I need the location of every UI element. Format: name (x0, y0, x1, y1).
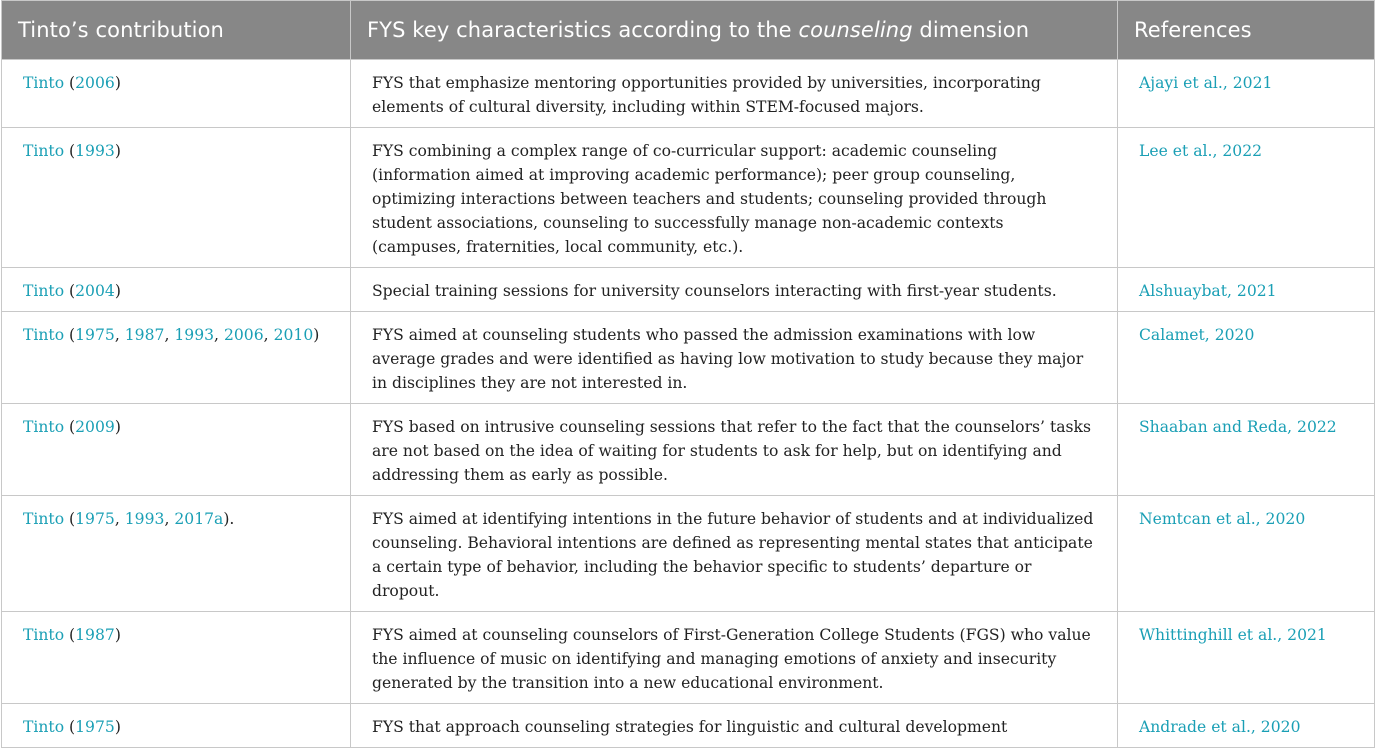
year-link[interactable]: 1993 (174, 326, 215, 344)
tinto-citation-cell (2, 268, 351, 312)
table-row (2, 404, 1375, 496)
characteristic-cell: FYS aimed at counseling counselors of First-Generation College Students (FGS) who value the influence of music on identifying and managing emotions of anxiety and insecurity generated by the transition into a new educational environment. (351, 612, 1118, 704)
paren-close: ) (114, 282, 121, 300)
year-link[interactable]: 2004 (75, 282, 115, 300)
characteristic-cell: FYS that emphasize mentoring opportunities provided by universities, incorporating elements of cultural diversity, including within STEM-focused majors. (351, 60, 1118, 128)
author-link[interactable]: Tinto (23, 510, 65, 528)
year-link[interactable]: 1987 (124, 326, 165, 344)
year-separator: , (164, 326, 175, 344)
author-link[interactable]: Tinto (23, 142, 65, 160)
reference-link[interactable]: Nemtcan et al., 2020 (1139, 510, 1306, 528)
paren-open: ( (64, 510, 76, 528)
tinto-citation-cell (2, 60, 351, 128)
paren-close: ) (114, 626, 121, 644)
reference-cell (1118, 704, 1375, 748)
paren-close: ) (114, 418, 121, 436)
paren-open: ( (64, 142, 76, 160)
paren-open: ( (64, 626, 76, 644)
paren-open: ( (64, 282, 76, 300)
header-references: References (1118, 1, 1375, 60)
reference-link[interactable]: Whittinghill et al., 2021 (1139, 626, 1327, 644)
reference-cell (1118, 312, 1375, 404)
table-row (2, 312, 1375, 404)
author-link[interactable]: Tinto (23, 326, 65, 344)
table-row (2, 128, 1375, 268)
tinto-citation-cell (2, 612, 351, 704)
year-link[interactable]: 1987 (75, 626, 115, 644)
year-link[interactable]: 1975 (75, 718, 115, 736)
year-separator: , (114, 510, 125, 528)
tinto-citation-cell (2, 312, 351, 404)
reference-link[interactable]: Calamet, 2020 (1139, 326, 1255, 344)
year-link[interactable]: 1993 (75, 142, 115, 160)
paren-close: ) (114, 74, 121, 92)
paren-close: ). (223, 510, 235, 528)
table-row (2, 268, 1375, 312)
year-separator: , (263, 326, 274, 344)
year-link[interactable]: 2006 (75, 74, 115, 92)
counseling-table (1, 0, 1375, 748)
author-link[interactable]: Tinto (23, 626, 65, 644)
tinto-citation-cell (2, 704, 351, 748)
header-tinto-contribution: Tinto’s contribution (2, 1, 351, 60)
reference-link[interactable]: Shaaban and Reda, 2022 (1139, 418, 1337, 436)
author-link[interactable]: Tinto (23, 282, 65, 300)
tinto-citation-cell (2, 128, 351, 268)
header-col2-emphasis: counseling (798, 18, 913, 42)
year-link[interactable]: 2010 (273, 326, 314, 344)
reference-link[interactable]: Alshuaybat, 2021 (1139, 282, 1277, 300)
paren-open: ( (64, 326, 76, 344)
reference-cell (1118, 496, 1375, 612)
year-link[interactable]: 1993 (124, 510, 165, 528)
header-fys-characteristics (351, 1, 1118, 60)
reference-cell (1118, 404, 1375, 496)
reference-link[interactable]: Andrade et al., 2020 (1139, 718, 1301, 736)
author-link[interactable]: Tinto (23, 418, 65, 436)
reference-cell (1118, 128, 1375, 268)
reference-cell (1118, 60, 1375, 128)
table-row (2, 704, 1375, 748)
characteristic-cell: FYS aimed at identifying intentions in the future behavior of students and at individualized counseling. Behavioral intentions are defined as representing mental states that anticipate a certain type of behavior, including the behavior specific to students’ departure or dropout. (351, 496, 1118, 612)
header-row (2, 1, 1375, 60)
author-link[interactable]: Tinto (23, 74, 65, 92)
characteristic-cell: FYS combining a complex range of co-curricular support: academic counseling (information aimed at improving academic performance); peer group counseling, optimizing interactions between teachers and students; counseling provided through student associations, counseling to successfully manage non-academic contexts (campuses, fraternities, local community, etc.). (351, 128, 1118, 268)
author-link[interactable]: Tinto (23, 718, 65, 736)
year-link[interactable]: 2017a (174, 510, 224, 528)
year-link[interactable]: 2006 (223, 326, 264, 344)
paren-open: ( (64, 74, 76, 92)
characteristic-cell: FYS aimed at counseling students who passed the admission examinations with low average grades and were identified as having low motivation to study because they major in disciplines they are not interested in. (351, 312, 1118, 404)
table-row (2, 612, 1375, 704)
table-row (2, 496, 1375, 612)
characteristic-cell: Special training sessions for university counselors interacting with first-year students. (351, 268, 1118, 312)
reference-cell (1118, 268, 1375, 312)
year-link[interactable]: 2009 (75, 418, 115, 436)
reference-link[interactable]: Lee et al., 2022 (1139, 142, 1263, 160)
year-separator: , (114, 326, 125, 344)
characteristic-cell: FYS that approach counseling strategies for linguistic and cultural development (351, 704, 1118, 748)
reference-cell (1118, 612, 1375, 704)
header-col2-pre: FYS key characteristics according to the (367, 18, 799, 42)
paren-close: ) (114, 718, 121, 736)
characteristic-cell: FYS based on intrusive counseling sessions that refer to the fact that the counselors’ tasks are not based on the idea of waiting for students to ask for help, but on identifying and addressing them as early as possible. (351, 404, 1118, 496)
table-row (2, 60, 1375, 128)
paren-close: ) (313, 326, 320, 344)
year-separator: , (164, 510, 175, 528)
paren-open: ( (64, 418, 76, 436)
paren-close: ) (114, 142, 121, 160)
paren-open: ( (64, 718, 76, 736)
header-col2-post: dimension (912, 18, 1030, 42)
year-link[interactable]: 1975 (75, 510, 115, 528)
tinto-citation-cell (2, 404, 351, 496)
tinto-citation-cell (2, 496, 351, 612)
year-separator: , (214, 326, 224, 344)
year-link[interactable]: 1975 (75, 326, 115, 344)
reference-link[interactable]: Ajayi et al., 2021 (1139, 74, 1273, 92)
